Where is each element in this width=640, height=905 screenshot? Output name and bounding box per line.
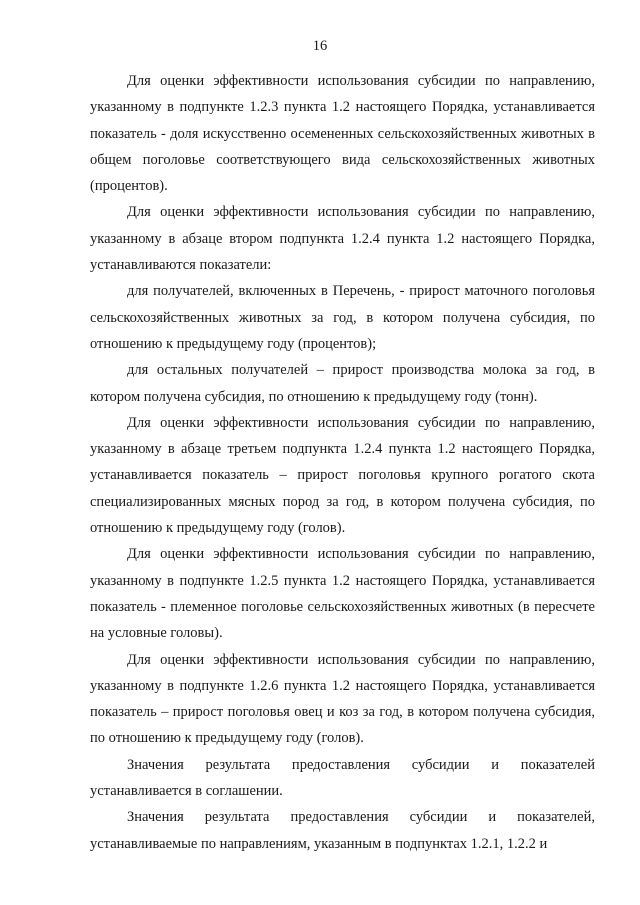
paragraph-8: Значения результата предоставления субсидии и показателей устанавливается в соглашении. bbox=[90, 756, 595, 800]
paragraph-6: Для оценки эффективности использования субсидии по направлению, указанному в подпункте 1.2.5 пункта 1.2 настоящего Порядка, устанавливается показатель - племенное поголовье сельскохозяйственных животных (в пересчете на условные головы). bbox=[90, 546, 595, 642]
paragraph-2: Для оценки эффективности использования субсидии по направлению, указанному в абзаце втором подпункта 1.2.4 пункта 1.2 настоящего Порядка, устанавливаются показатели: bbox=[90, 204, 595, 274]
paragraph-1: Для оценки эффективности использования субсидии по направлению, указанному в подпункте 1.2.3 пункта 1.2 настоящего Порядка, устанавливается показатель - доля искусственно осемененных сельскохозяйственных животных в общем поголовье соответствующего вида сельскохозяйственных животных (процентов). bbox=[90, 73, 595, 195]
document-body bbox=[90, 68, 595, 857]
paragraph-4: для остальных получателей – прирост производства молока за год, в котором получена субсидия, по отношению к предыдущему году (тонн). bbox=[90, 362, 595, 405]
paragraph-5: Для оценки эффективности использования субсидии по направлению, указанному в абзаце третьем подпункта 1.2.4 пункта 1.2 настоящего Порядка, устанавливается показатель – прирост поголовья крупного рогатого скота специализированных мясных пород за год, в котором получена субсидия, по отношению к предыдущему году (голов). bbox=[90, 414, 595, 537]
paragraph-7: Для оценки эффективности использования субсидии по направлению, указанному в подпункте 1.2.6 пункта 1.2 настоящего Порядка, устанавливается показатель – прирост поголовья овец и коз за год, в котором получена субсидия, по отношению к предыдущему году (голов). bbox=[90, 651, 595, 747]
paragraph-3: для получателей, включенных в Перечень, - прирост маточного поголовья сельскохозяйственных животных за год, в котором получена субсидия, по отношению к предыдущему году (процентов); bbox=[90, 283, 595, 352]
page-number: 16 bbox=[312, 38, 328, 54]
paragraph-9: Значения результата предоставления субсидии и показателей, устанавливаемые по направлениям, указанным в подпунктах 1.2.1, 1.2.2 и bbox=[90, 809, 595, 852]
